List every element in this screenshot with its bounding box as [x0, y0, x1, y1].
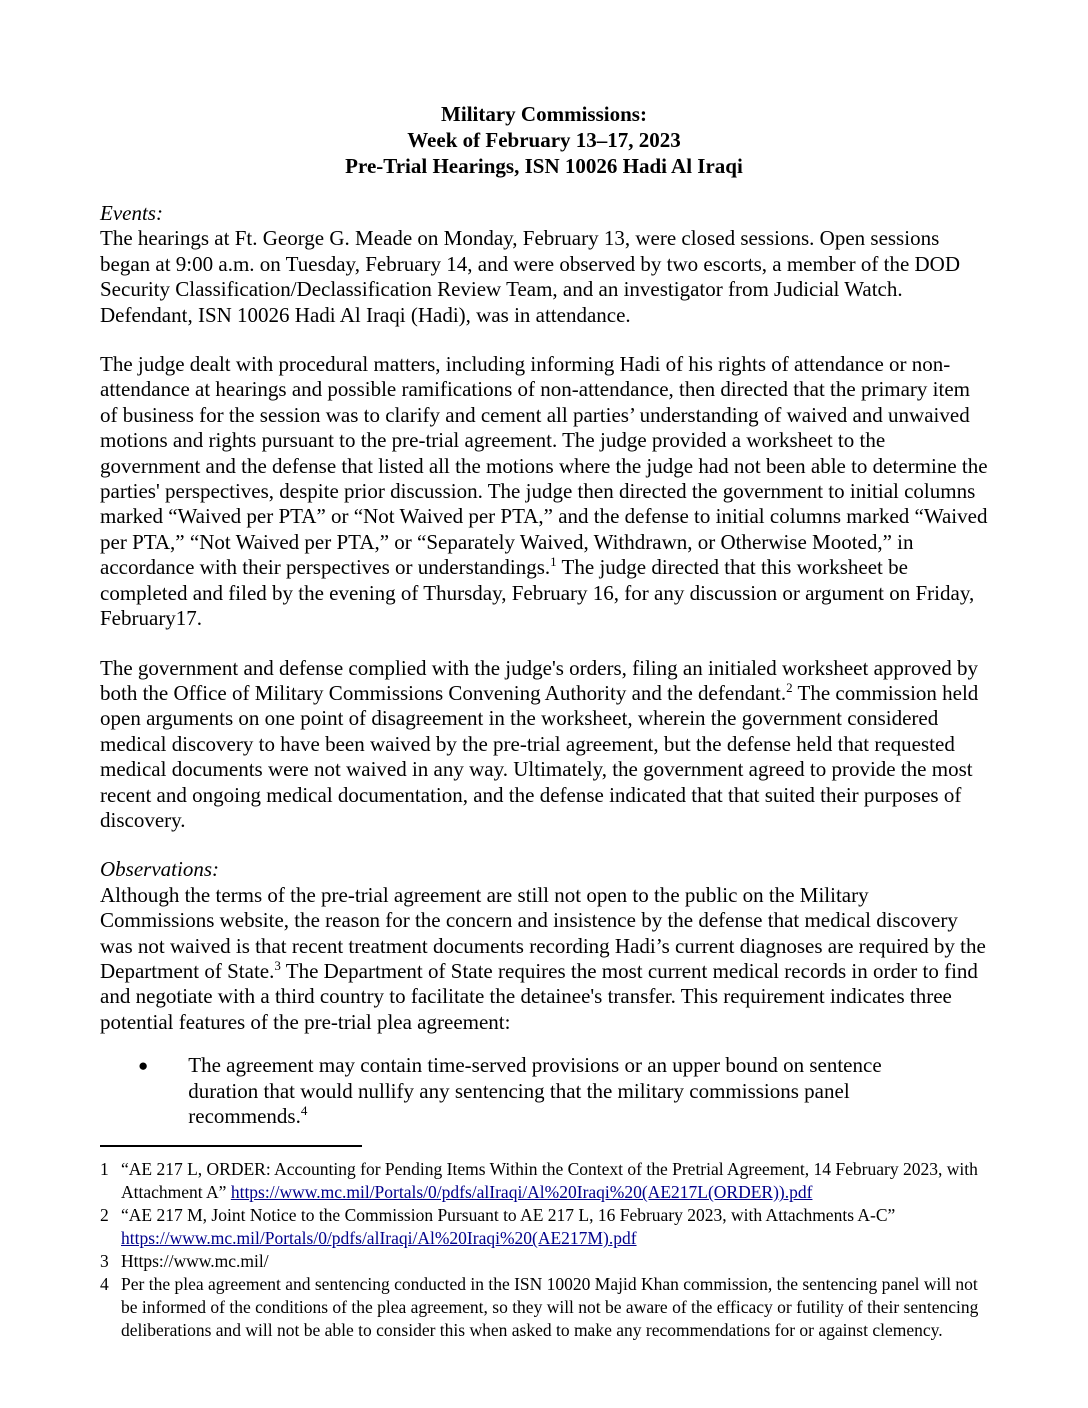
events-paragraph-2 — [100, 352, 988, 631]
text-run: The commission held open arguments on one point of disagreement in the worksheet, wherein the government considered medical discovery to have been waived by the pre-trial agreement, but the defense held that requested medical documents were not waived in any way. Ultimately, the government agreed to provide the most recent and ongoing medical documentation, and the defense indicated that that suited their purposes of discovery. — [100, 680, 979, 832]
observations-heading: Observations: — [100, 857, 219, 882]
events-section — [100, 201, 988, 833]
text-run: Although the terms of the pre-trial agreement are still not open to the public on the Military Commissions website, the reason for the concern and insistence by the defense that medical discovery was not waived is that recent treatment documents recording Hadi’s current diagnoses are required by the Department of State. — [100, 882, 986, 983]
footnote-list — [100, 1158, 988, 1342]
footnote-ref: 2 — [786, 679, 793, 695]
text-run: The judge dealt with procedural matters, including informing Hadi of his rights of attendance or non-attendance at hearings and possible ramifications of non-attendance, then directed that the primary item of business for the session was to clarify and cement all parties’ understanding of waived and unwaived motions and rights pursuant to the pre-trial agreement. The judge provided a worksheet to the government and the defense that listed all the motions where the judge had not been able to determine the parties' perspectives, despite prior discussion. The judge then directed the government to initial columns marked “Waived per PTA” or “Not Waived per PTA,” and the defense to initial columns marked “Waived per PTA,” “Not Waived per PTA,” or “Separately Waived, Withdrawn, or Otherwise Mooted,” in accordance with their perspectives or understandings. — [100, 352, 988, 580]
bullet-text — [148, 1053, 956, 1129]
title-line-3: Pre-Trial Hearings, ISN 10026 Hadi Al Iraqi — [345, 154, 743, 178]
title-line-1: Military Commissions: — [441, 102, 647, 126]
text-run: The agreement may contain time-served provisions or an upper bound on sentence duration that would nullify any sentencing that the military commissions panel recommends. — [188, 1053, 882, 1128]
title-line-2: Week of February 13–17, 2023 — [407, 128, 681, 152]
footnotes-section — [100, 1145, 988, 1342]
document-title — [100, 101, 988, 179]
observations-section — [100, 857, 988, 1129]
footnote-ref: 3 — [274, 957, 281, 973]
footnote-ref: 4 — [300, 1103, 308, 1118]
events-heading: Events: — [100, 201, 163, 225]
text-run: The government and defense complied with the judge's orders, filing an initialed worksheet approved by both the Office of Military Commissions Convening Authority and the defendant. — [100, 655, 978, 705]
footnote-number: 4 — [100, 1274, 109, 1295]
text-run: The judge directed that this worksheet be completed and filed by the evening of Thursday, February 16, for any discussion or argument on Friday, February17. — [100, 555, 975, 631]
footnote-item — [100, 1204, 988, 1250]
text-run: Per the plea agreement and sentencing conducted in the ISN 10020 Majid Khan commission, the sentencing panel will not be informed of the conditions of the plea agreement, so they will not be aware of the efficacy or futility of their sentencing deliberations and will not be able to consider this when asked to make any recommendations for or against clemency. — [121, 1274, 979, 1341]
footnote-separator — [100, 1145, 362, 1147]
footnote-number: 1 — [100, 1159, 109, 1180]
footnote-item — [100, 1158, 988, 1204]
text-run: “AE 217 M, Joint Notice to the Commission Pursuant to AE 217 L, 16 February 2023, with Attachments A-C” — [121, 1205, 896, 1226]
footnote-number: 2 — [100, 1205, 109, 1226]
text-run: “AE 217 L, ORDER: Accounting for Pending Items Within the Context of the Pretrial Agreement, 14 February 2023, with Attachment A” — [121, 1159, 978, 1203]
footnote-text — [121, 1273, 988, 1342]
footnote-ref: 1 — [550, 554, 557, 570]
events-paragraph-1: The hearings at Ft. George G. Meade on Monday, February 13, were closed sessions. Open sessions began at 9:00 a.m. on Tuesday, February 14, and were observed by two escorts, a member of the DOD Security Classification/Declassification Review Team, and an investigator from Judicial Watch. Defendant, ISN 10026 Hadi Al Iraqi (Hadi), was in attendance. — [100, 226, 961, 327]
text-run: Https://www.mc.mil/ — [121, 1251, 269, 1272]
text-run: The Department of State requires the most current medical records in order to find and negotiate with a third country to facilitate the detainee's transfer. This requirement indicates three potential features of the pre-trial plea agreement: — [100, 958, 978, 1034]
observations-paragraph — [100, 883, 988, 1035]
footnote-link[interactable]: https://www.mc.mil/Portals/0/pdfs/alIraqi/Al%20Iraqi%20(AE217M).pdf — [121, 1228, 637, 1249]
bullet-icon: ● — [138, 1056, 149, 1076]
bullet-item — [100, 1053, 988, 1129]
footnote-text — [121, 1204, 988, 1250]
footnote-number: 3 — [100, 1251, 109, 1272]
events-paragraph-3 — [100, 656, 988, 834]
footnote-item — [100, 1273, 988, 1342]
footnote-link[interactable]: https://www.mc.mil/Portals/0/pdfs/alIraqi/Al%20Iraqi%20(AE217L(ORDER)).pdf — [230, 1182, 813, 1203]
footnote-text — [121, 1250, 988, 1273]
footnote-text — [121, 1158, 988, 1204]
footnote-item — [100, 1250, 988, 1273]
